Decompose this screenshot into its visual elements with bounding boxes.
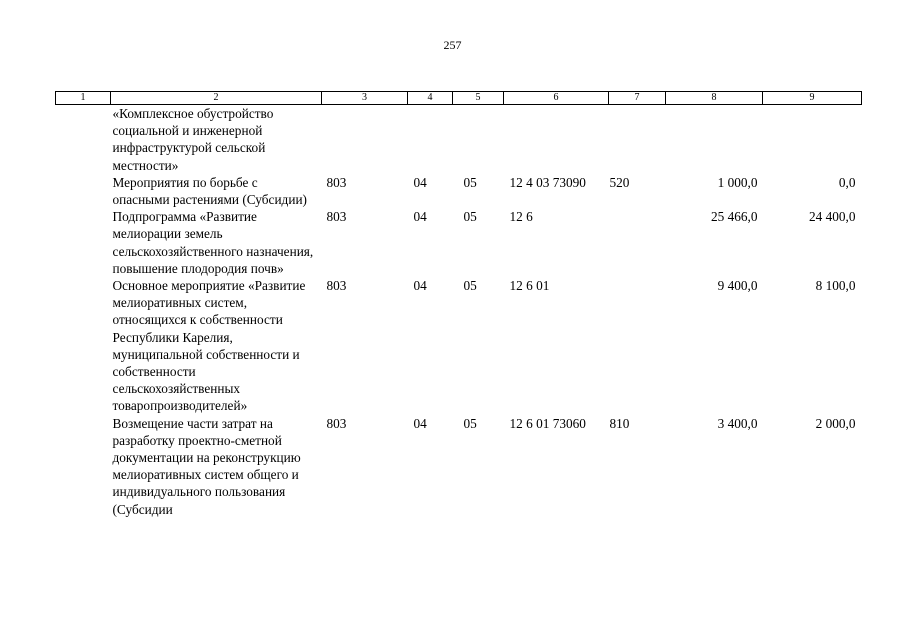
column-header: 5 [453, 92, 504, 105]
expense-type-code [609, 208, 666, 277]
column-header: 8 [666, 92, 763, 105]
section-code: 04 [413, 209, 427, 225]
section-code: 04 [413, 278, 427, 294]
item-name: Основное мероприятие «Развитие мелиоративных систем, относящихся к собственности Республики Карелия, муниципальной собственности и собственности сельскохозяйственных товаропроизводителей» [112, 278, 306, 414]
column-header: 6 [504, 92, 609, 105]
column-header: 3 [322, 92, 408, 105]
amount-year-1: 1 000,0 [717, 174, 758, 190]
expense-type-code: 810 [609, 415, 630, 431]
item-name: Подпрограмма «Развитие мелиорации земель сельскохозяйственного назначения, повышение плодородия почв» [112, 209, 314, 276]
department-code: 803 [326, 415, 347, 431]
expense-type-code [609, 277, 666, 415]
subsection-code: 05 [463, 278, 477, 294]
table-row [56, 277, 862, 415]
target-article-code: 12 6 01 73060 [509, 415, 586, 431]
table-row [56, 105, 862, 174]
subsection-code: 05 [463, 209, 477, 225]
column-header: 4 [408, 92, 453, 105]
column-header: 7 [609, 92, 666, 105]
subsection-code: 05 [463, 415, 477, 431]
target-article-code: 12 6 01 [509, 278, 550, 294]
section-code: 04 [413, 174, 427, 190]
section-code [408, 105, 453, 174]
column-header: 1 [56, 92, 111, 105]
table-row [56, 415, 862, 518]
target-article-code: 12 6 [509, 209, 533, 225]
department-code [322, 105, 408, 174]
amount-year-1 [666, 105, 763, 174]
section-code: 04 [413, 415, 427, 431]
amount-year-1: 3 400,0 [717, 415, 758, 431]
amount-year-2 [763, 105, 862, 174]
page-number: 257 [443, 38, 462, 52]
column-header: 2 [111, 92, 322, 105]
amount-year-2: 8 100,0 [815, 278, 856, 294]
department-code: 803 [326, 209, 347, 225]
item-name: «Комплексное обустройство социальной и инженерной инфраструктурой сельской местности» [112, 106, 274, 173]
department-code: 803 [326, 278, 347, 294]
expense-type-code: 520 [609, 174, 630, 190]
row-index-cell [56, 415, 111, 518]
table-row [56, 208, 862, 277]
amount-year-2: 24 400,0 [808, 209, 856, 225]
department-code: 803 [326, 174, 347, 190]
subsection-code [453, 105, 504, 174]
row-index-cell [56, 174, 111, 208]
column-number-header-row [56, 92, 862, 105]
item-name: Мероприятия по борьбе с опасными растениями (Субсидии) [112, 174, 307, 208]
expense-type-code [609, 105, 666, 174]
row-index-cell [56, 105, 111, 174]
target-article-code: 12 4 03 73090 [509, 174, 586, 190]
target-article-code [504, 105, 609, 174]
column-header: 9 [763, 92, 862, 105]
table-row [56, 174, 862, 208]
budget-table [55, 91, 862, 518]
item-name: Возмещение части затрат на разработку проектно-сметной документации на реконструкцию мелиоративных систем общего и индивидуального пользования (Субсидии [112, 415, 301, 517]
row-index-cell [56, 277, 111, 415]
amount-year-2: 0,0 [838, 174, 856, 190]
amount-year-2: 2 000,0 [815, 415, 856, 431]
subsection-code: 05 [463, 174, 477, 190]
row-index-cell [56, 208, 111, 277]
amount-year-1: 9 400,0 [717, 278, 758, 294]
amount-year-1: 25 466,0 [710, 209, 758, 225]
